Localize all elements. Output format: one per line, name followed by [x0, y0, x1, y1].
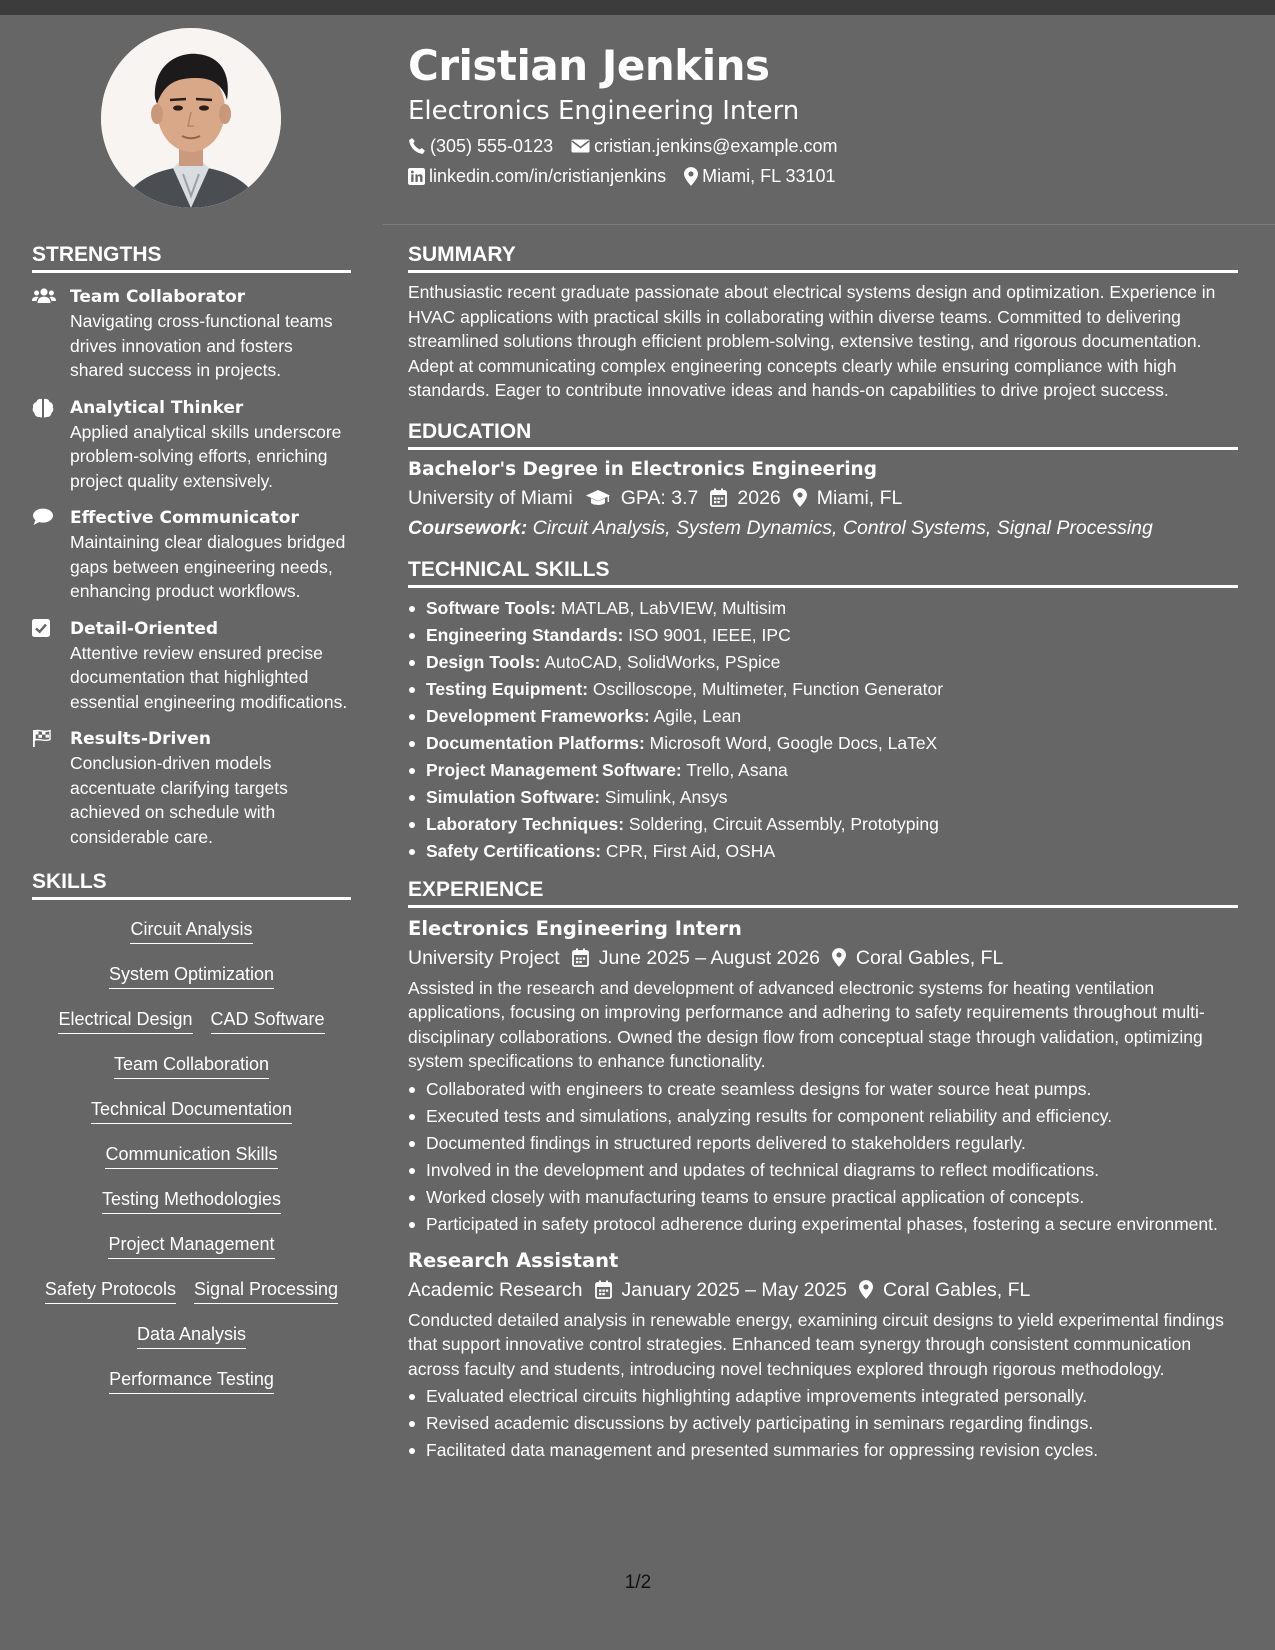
gpa-text: GPA: 3.7 — [620, 486, 699, 509]
education-heading: EDUCATION — [408, 419, 1238, 450]
job-role: Electronics Engineering Intern — [408, 916, 742, 940]
strength-desc: Applied analytical skills underscore problem-solving efforts, enriching project quality extensively. — [70, 421, 342, 491]
email-text[interactable]: cristian.jenkins@example.com — [594, 136, 838, 156]
list-item — [408, 730, 1238, 757]
strength-title: Analytical Thinker — [70, 397, 244, 418]
strength-desc: Navigating cross-functional teams drives innovation and fosters shared success in projects. — [70, 311, 333, 380]
tech-skill-value: AutoCAD, SolidWorks, PSpice — [544, 651, 781, 672]
list-item: Documented findings in structured reports delivered to stakeholders regularly. — [408, 1131, 1238, 1155]
list-item: Participated in safety protocol adherence during experimental phases, fostering a secure environment. — [408, 1212, 1238, 1236]
check-square-icon — [32, 617, 70, 715]
job-role: Research Assistant — [408, 1248, 619, 1272]
calendar-icon — [572, 948, 589, 967]
coursework — [408, 513, 1238, 543]
skill-tag: CAD Software — [211, 1007, 325, 1034]
tech-skill-value: Trello, Asana — [686, 759, 788, 780]
job-location: Coral Gables, FL — [883, 1278, 1031, 1301]
list-item — [408, 838, 1238, 865]
tech-skill-value: Simulink, Ansys — [604, 786, 728, 807]
list-item — [408, 649, 1238, 676]
tech-skill-label: Laboratory Techniques: — [426, 813, 625, 834]
tech-skill-label: Simulation Software: — [426, 786, 601, 807]
skill-tag: Technical Documentation — [91, 1097, 292, 1124]
experience-heading: EXPERIENCE — [408, 877, 1238, 908]
strength-item — [32, 617, 351, 715]
location-contact — [684, 164, 835, 188]
skill-tag: Performance Testing — [109, 1367, 274, 1394]
phone-text: (305) 555-0123 — [430, 136, 554, 156]
strength-item — [32, 396, 351, 494]
linkedin-contact[interactable] — [408, 164, 666, 188]
list-item: Evaluated electrical circuits highlighting adaptive improvements integrated personally. — [408, 1384, 1238, 1408]
flag-checkered-icon — [32, 727, 70, 849]
school-location: Miami, FL — [816, 486, 903, 509]
comment-icon — [32, 506, 70, 604]
tech-skill-value: Agile, Lean — [653, 705, 742, 726]
strength-desc: Conclusion-driven models accentuate clarifying targets achieved on schedule with considerable care. — [70, 753, 288, 847]
summary-text: Enthusiastic recent graduate passionate about electrical systems design and optimization. Experience in HVAC applications with practical skills in collaborating within diverse teams. Committed to delivering streamlined solutions through efficient problem-solving, extensive testing, and rigorous documentation. Adept at communicating complex engineering concepts clearly while ensuring compliance with high standards. Eager to contribute innovative ideas and hands-on capabilities to drive project success. — [408, 282, 1216, 400]
strength-title: Results-Driven — [70, 729, 212, 749]
list-item — [408, 811, 1238, 838]
tech-skill-value: Oscilloscope, Multimeter, Function Generator — [592, 678, 944, 699]
list-item: Worked closely with manufacturing teams to ensure practical application of concepts. — [408, 1185, 1238, 1209]
list-item: Revised academic discussions by actively participating in seminars regarding findings. — [408, 1411, 1238, 1435]
tech-skill-value: CPR, First Aid, OSHA — [605, 840, 776, 861]
list-item: Collaborated with engineers to create seamless designs for water source heat pumps. — [408, 1077, 1238, 1101]
degree-title: Bachelor's Degree in Electronics Engineering — [408, 458, 877, 480]
strength-item — [32, 727, 351, 849]
linkedin-text[interactable]: linkedin.com/in/cristianjenkins — [429, 166, 667, 186]
resume-header — [408, 40, 1248, 188]
skill-tag: System Optimization — [109, 962, 274, 989]
job-bullets — [408, 1384, 1238, 1462]
skills-heading: SKILLS — [32, 869, 351, 900]
tech-skill-value: Microsoft Word, Google Docs, LaTeX — [649, 732, 938, 753]
strength-desc: Maintaining clear dialogues bridged gaps between engineering needs, enhancing product workflows. — [70, 532, 346, 601]
list-item — [408, 595, 1238, 622]
skill-tag: Data Analysis — [137, 1322, 246, 1349]
strength-title: Effective Communicator — [70, 508, 299, 528]
job-description: Assisted in the research and development of advanced electronic systems for heating ventilation applications, focusing on improving performance and adhering to safety requirements throughout multi-disciplinary collaborations. Owned the design flow from conceptual stage through validation, optimizing system specifications to enhance functionality. — [408, 977, 1205, 1071]
profile-photo — [101, 28, 281, 208]
strength-item — [32, 285, 351, 383]
list-item: Executed tests and simulations, analyzing results for component reliability and efficiency. — [408, 1104, 1238, 1128]
tech-skill-value: ISO 9001, IEEE, IPC — [628, 624, 791, 645]
calendar-icon — [595, 1280, 612, 1299]
calendar-icon — [710, 488, 727, 507]
tech-skill-label: Design Tools: — [426, 651, 541, 672]
location-text: Miami, FL 33101 — [702, 166, 836, 186]
top-bar — [0, 0, 1275, 15]
list-item — [408, 757, 1238, 784]
job-meta — [408, 1275, 1238, 1305]
strengths-heading: STRENGTHS — [32, 242, 351, 273]
email-contact[interactable] — [571, 134, 837, 158]
tech-skill-label: Project Management Software: — [426, 759, 682, 780]
skills-list — [32, 917, 351, 1412]
coursework-list: Circuit Analysis, System Dynamics, Control Systems, Signal Processing — [532, 516, 1153, 539]
tech-skill-label: Software Tools: — [426, 597, 556, 618]
brain-icon — [32, 396, 70, 494]
job-location: Coral Gables, FL — [855, 946, 1004, 969]
experience-entry — [408, 915, 1238, 1236]
skill-tag: Project Management — [108, 1232, 274, 1259]
job-dates: June 2025 – August 2026 — [598, 946, 820, 969]
phone-contact — [408, 134, 553, 158]
tech-skill-label: Testing Equipment: — [426, 678, 589, 699]
tech-skill-label: Development Frameworks: — [426, 705, 650, 726]
job-org: University Project — [408, 946, 560, 969]
job-dates: January 2025 – May 2025 — [621, 1278, 847, 1301]
strengths-list — [32, 285, 351, 849]
graduation-cap-icon — [585, 489, 611, 507]
skill-tag: Team Collaboration — [114, 1052, 269, 1079]
tech-skill-label: Documentation Platforms: — [426, 732, 645, 753]
summary-heading: SUMMARY — [408, 242, 1238, 273]
skill-tag: Safety Protocols — [45, 1277, 176, 1304]
coursework-label: Coursework: — [408, 516, 528, 539]
users-icon — [32, 285, 70, 383]
map-marker-icon — [684, 167, 698, 186]
list-item — [408, 784, 1238, 811]
job-description: Conducted detailed analysis in renewable energy, examining circuit designs to yield experimental findings that support innovative control strategies. Enhanced team synergy through consistent communication across faculty and students, introducing novel techniques explored through rigorous methodology. — [408, 1309, 1224, 1379]
graduation-year: 2026 — [737, 486, 781, 509]
candidate-name: Cristian Jenkins — [408, 41, 770, 90]
list-item: Facilitated data management and presented summaries for oppressing revision cycles. — [408, 1438, 1238, 1462]
tech-skill-label: Safety Certifications: — [426, 840, 602, 861]
education-meta — [408, 483, 1238, 513]
skill-tag: Electrical Design — [58, 1007, 192, 1034]
experience-entry — [408, 1247, 1238, 1463]
list-item — [408, 676, 1238, 703]
strength-title: Team Collaborator — [70, 287, 246, 307]
tech-skill-value: Soldering, Circuit Assembly, Prototyping — [628, 813, 939, 834]
technical-skills-heading: TECHNICAL SKILLS — [408, 557, 1238, 588]
map-marker-icon — [832, 948, 846, 967]
strength-desc: Attentive review ensured precise documentation that highlighted essential engineering modifications. — [70, 642, 348, 712]
list-item: Involved in the development and updates of technical diagrams to reflect modifications. — [408, 1158, 1238, 1182]
tech-skill-label: Engineering Standards: — [426, 624, 624, 645]
page-number: 1/2 — [624, 1572, 652, 1593]
skill-tag: Signal Processing — [194, 1277, 338, 1304]
tech-skill-value: MATLAB, LabVIEW, Multisim — [560, 597, 787, 618]
linkedin-icon — [408, 168, 425, 185]
left-column — [32, 242, 351, 1412]
skill-tag: Testing Methodologies — [102, 1187, 281, 1214]
map-marker-icon — [859, 1280, 873, 1299]
skill-tag: Circuit Analysis — [130, 917, 252, 944]
job-bullets — [408, 1077, 1238, 1236]
school-name: University of Miami — [408, 486, 573, 509]
job-meta — [408, 943, 1238, 973]
skill-tag: Communication Skills — [105, 1142, 277, 1169]
right-column — [408, 242, 1238, 1462]
job-org: Academic Research — [408, 1278, 583, 1301]
candidate-title: Electronics Engineering Intern — [408, 96, 800, 126]
header-divider — [383, 224, 1275, 225]
technical-skills-list — [408, 595, 1238, 865]
list-item — [408, 622, 1238, 649]
strength-title: Detail-Oriented — [70, 618, 219, 639]
phone-icon — [408, 137, 426, 155]
strength-item — [32, 506, 351, 604]
map-marker-icon — [793, 488, 807, 507]
list-item — [408, 703, 1238, 730]
envelope-icon — [571, 138, 590, 154]
